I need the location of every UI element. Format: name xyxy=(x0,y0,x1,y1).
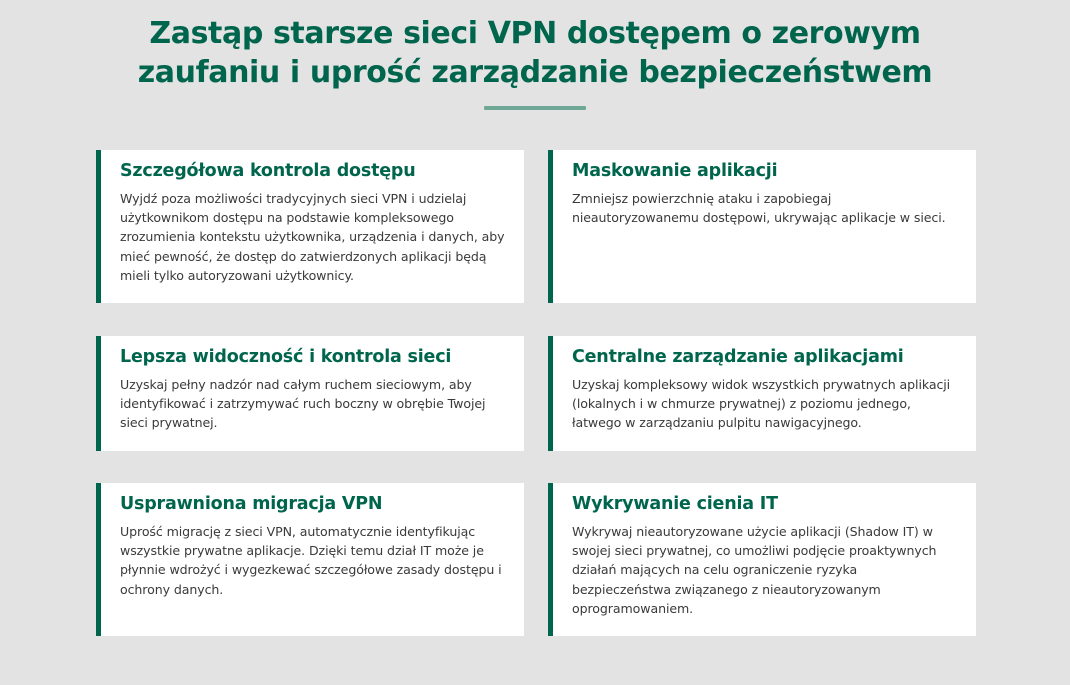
page-title-line-2: zaufaniu i uprość zarządzanie bezpieczeństwem xyxy=(137,55,933,90)
title-underline xyxy=(484,106,586,110)
feature-card-title: Centralne zarządzanie aplikacjami xyxy=(572,347,904,367)
feature-card-application-masking xyxy=(548,150,976,303)
feature-card-title: Maskowanie aplikacji xyxy=(572,161,778,181)
feature-card-description: Zmniejsz powierzchnię ataku i zapobiegaj nieautoryzowanemu dostępowi, ukrywając aplikacje w sieci. xyxy=(572,191,946,226)
feature-card-central-app-management xyxy=(548,336,976,451)
feature-card-shadow-it-detection xyxy=(548,483,976,636)
feature-card-description: Wyjdź poza możliwości tradycyjnych sieci VPN i udzielaj użytkownikom dostępu na podstawie kompleksowego zrozumienia kontekstu użytkownika, urządzenia i danych, aby mieć pewność, że dostęp do zatwierdzonych aplikacji będą mieli tylko autoryzowani użytkownicy. xyxy=(120,191,505,283)
feature-card-network-visibility xyxy=(96,336,524,451)
feature-card-title: Szczegółowa kontrola dostępu xyxy=(120,161,416,181)
feature-card-granular-access-control xyxy=(96,150,524,303)
feature-card-title: Lepsza widoczność i kontrola sieci xyxy=(120,347,452,367)
feature-card-description: Uzyskaj kompleksowy widok wszystkich prywatnych aplikacji (lokalnych i w chmurze prywatnej) z poziomu jednego, łatwego w zarządzaniu pulpitu nawigacyjnego. xyxy=(572,377,951,431)
section-header xyxy=(0,14,1070,110)
feature-card-description: Uzyskaj pełny nadzór nad całym ruchem sieciowym, aby identyfikować i zatrzymywać ruch boczny w obrębie Twojej sieci prywatnej. xyxy=(120,377,486,431)
feature-card-description: Uprość migrację z sieci VPN, automatycznie identyfikując wszystkie prywatne aplikacje. Dzięki temu dział IT może je płynnie wdrożyć i wygezkewać szczegółowe zasady dostępu i ochrony danych. xyxy=(120,524,502,597)
page-title-line-1: Zastąp starsze sieci VPN dostępem o zerowym xyxy=(149,16,921,51)
page-title xyxy=(0,14,1070,92)
feature-card-title: Wykrywanie cienia IT xyxy=(572,494,778,514)
feature-card-vpn-migration xyxy=(96,483,524,636)
feature-card-title: Usprawniona migracja VPN xyxy=(120,494,383,514)
feature-card-description: Wykrywaj nieautoryzowane użycie aplikacji (Shadow IT) w swojej sieci prywatnej, co umożliwi podjęcie proaktywnych działań mających na celu ograniczenie ryzyka bezpieczeństwa związanego z nieautoryzowanym oprogramowaniem. xyxy=(572,524,937,616)
